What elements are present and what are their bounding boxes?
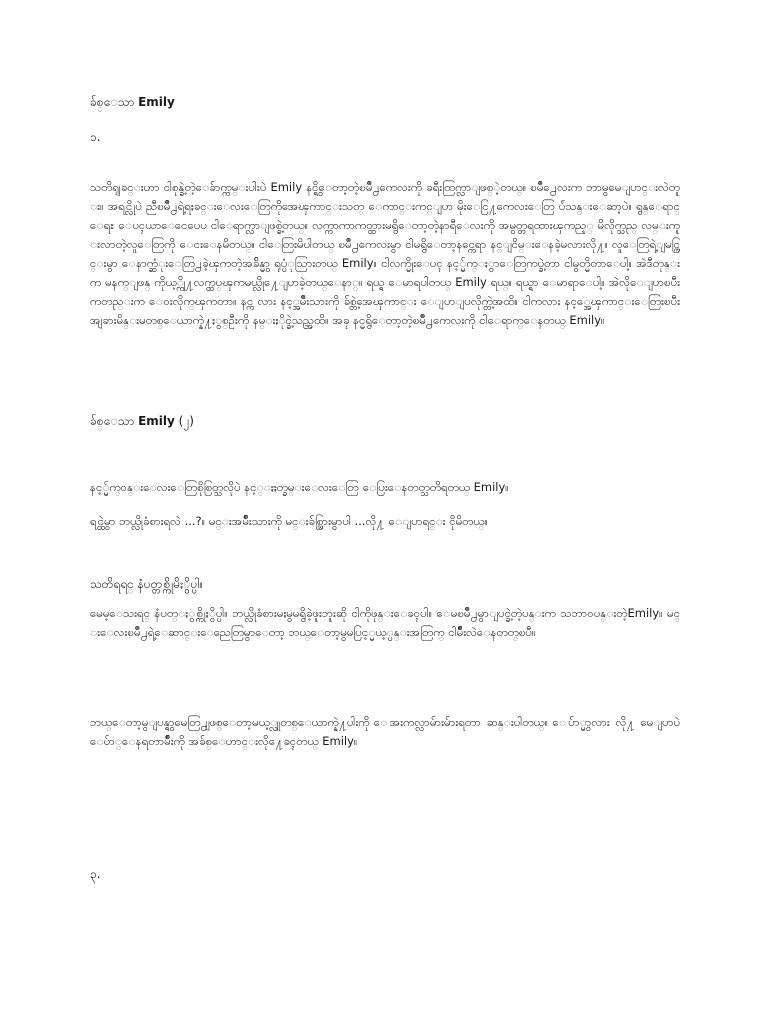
heading-number-2: (၂): [178, 414, 194, 428]
heading-name: Emily: [138, 95, 175, 109]
paragraph-three: ရင္ထဲမွာ ဘယ္လိုခံစားရလဲ ...?။ မင္းအမ်ိဳးသားကို မင္းခ်စ္သြားမွာပါ ...လို႔ ေျပာရင္း ငိုမိတယ္။: [90, 514, 488, 528]
page-number: ၃.: [90, 867, 101, 881]
heading-salutation: ခ်စ္ေသာ: [90, 95, 135, 109]
section-number: ၁.: [90, 130, 101, 144]
heading-name-2: Emily: [138, 414, 175, 428]
paragraph-two: နင့္မ်က္ဝန္းေလးေတြစိုစြတ္သလိုပဲ နင့္ႏႈတ္ခမ္းေလးေတြ ေပြးေနတတ္သတိရတယ္ Emily။: [90, 480, 509, 494]
paragraph-four: မေမ့ေသးရင္ နံပတ္ႏွစ္ကိုႏွိပ္ပါ။ ဘယ္လိုခံစားမႈမွမရွိခဲ့ဖူးဘူးဆို ငါကိုဖုန္းေခၚပါ။ ေမၿမိဳ႕မွာျပင္ခဲ့တဲ့ပန္းက သဘာဝပန္းတဲ့Emily။ မင္းေလးၿမိဳ႕ရဲ့ေဆာင္းေညေတြမွာေတာ့ ဘယ္ေတာ့မွမပြင့္မယ့္ပန္းအတြက္ ငါမ်ိဳးလဲေနတတ္ၿပီ။: [90, 606, 680, 639]
heading-dear-emily-2: [90, 412, 680, 430]
paragraph-one: သတိရျခင္းဟာ ငါစုန္ခဲ့တဲ့ေခ်ာက္ကမ္းပါးပဲ Emily နင္ရွိေတာ့တဲ့ၿမိဳ႕ကေလးကို ခရီးထြက္လာျဖစ္ဲ့တယ္။ ၿမိဳ႕ေလးက ဘာမွမေျပာင္းလဲတူး။ အရင္လိုပဲ ညီၿမိဳ႕ရဲ့ရႈခင္းေလးေတြကိုအေၾကာင္းသတ္ ေကာင္းကင္ျပာ မိုးေငြ႔ကေလးေတြ ပ်ံသန္းေဆာ့ပဲ။ ရွန္ေရာင္ေရႊ ေပၚယာေငေပေပ ငါေရာက္လာျဖစ္ခဲ့တယ္။ လက္ကာကာကတ္ထားမရွိေတာ့တဲ့နာရီေလးကို အမွတ္တရထားၾကည့္ မိလိုက္သည္ လမ္းကူးလာတဲ့လူေတြကို ေငးေနမိတယ္။ ငါေတြးမိပါတယ္ ၿမိဳ႕ကေလးမွာ ငါမရွိေတာ့နင္ကေရာ နင္ျငိမ္းေနခဲ့မလားလို႔။ လူေတြရဲ့ျမင္ကြင္းမွာ ေနာက္ဆံုးေတြ႕ခဲ့ၾကတဲ့အခ်ိန္မွာ ရုပ္ပံုသြားတယ္ Emily။ ငါလက္မိုးေပၚ နင့္မ်က္ႏွာေတြကပ္ခဲ့တာ ငါမွတ္မိတာေပါ့။ အဲဒီတုန္းက မနက္ျဖန္ ကိုယ့္ကို႔လက္ထပ္ၾကမယ္လို႔ေျပာခဲ့တယ္ေနာ္။ ရယ္ရ ေမာရပါတယ္ Emily ရယ္။ ရယ္ရာ ေမာရာေပါ့။ အဲလိုေျပာၿပီးကတည္းက ေဝးလိုက္ၾကတာ။ နင္က လား နင့္အမိဳးသားကို ခ်စ္တဲ့အေၾကာင္း ေျပာျပလိုက္တဲ့အထိ။ ငါကလား နင့္အေၾကာင္းေတြးၿပီး အျခားမိန္းမတစ္ေယာက္နဲ႔ႏွစ္ဦးကို နမ္းႏိုင္ခဲ့သည္အထိ။ အခု နင္မရွိေတာ့တဲ့ၿမိဳ႕ကေလးကို ငါေရာက္ေနတယ္ Emily။: [90, 180, 680, 327]
heading-dear-emily: [90, 93, 680, 111]
paragraph-five: ဘယ္ေတာ့မွျပန္ရွာမေတြ႕ျဖစ္ေတာ့မယ့္လူတစ္ေယာက္နဲ႔ပါးကို ေအးကလ္လာမ်ားမ်ားရတာ ဆန္းပါတယ္။ ေပ်ာ္မွာလား လို႔ မေျပာပဲ ေပ်ာ္ေနရတာမ်ိဳးကို အခ်စ္ေဟာင္းလို႔ေခၚတယ္ Emily။: [90, 715, 680, 748]
heading-salutation-2: ခ်စ္ေသာ: [90, 414, 135, 428]
heading-remember-press-one: သတိရရင္ နံပတ္တစ္ကိုမိႏွိပ္ပါ။: [90, 577, 204, 591]
